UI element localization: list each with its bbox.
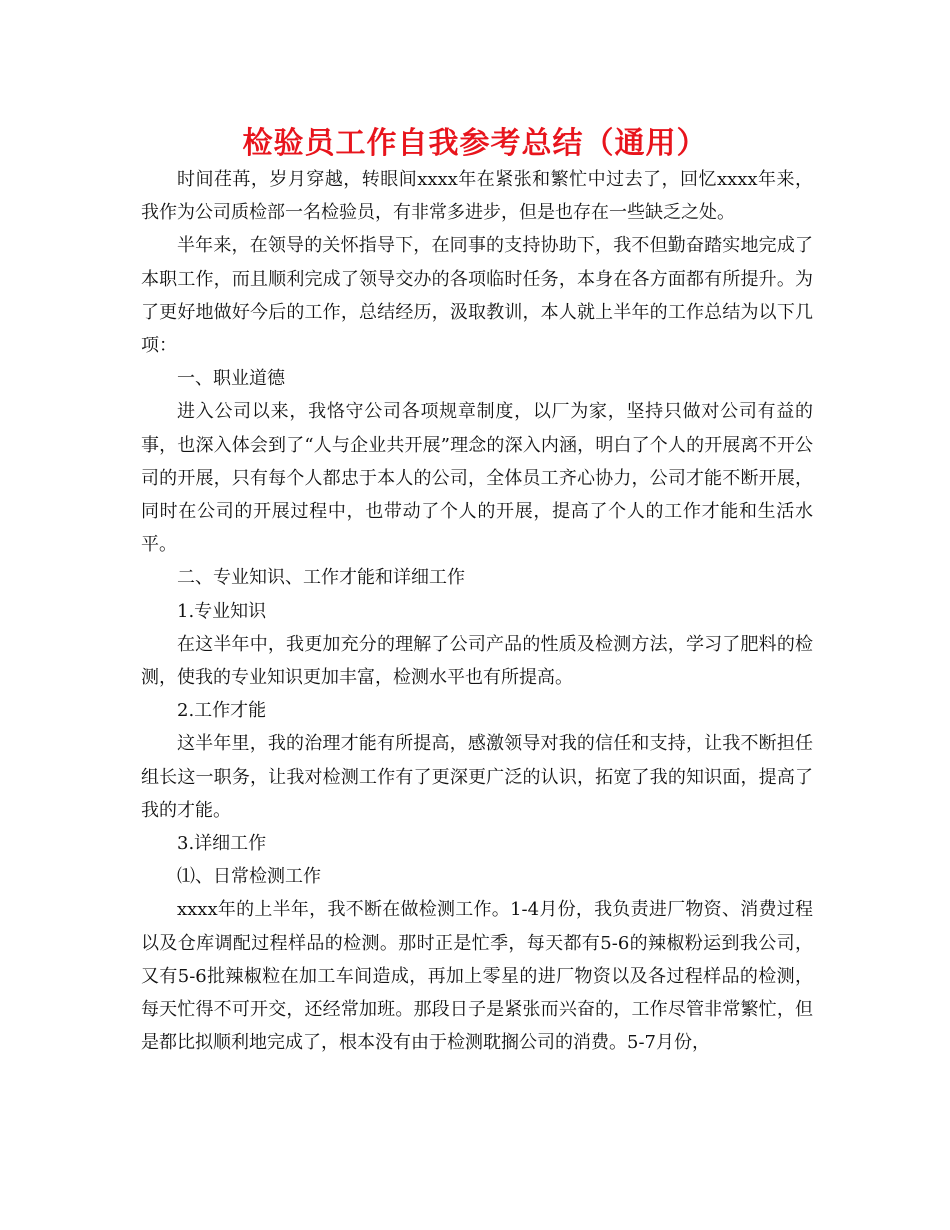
subheading-work: 3.详细工作 <box>177 833 267 855</box>
paragraph-ethics: 进入公司以来，我恪守公司各项规章制度，以厂为家，坚持只做对公司有益的事，也深入体会到了“人与企业共开展”理念的深入内涵，明白了个人的开展离不开公司的开展，只有每个人都忠于本人的公司，全体员工齐心协力，公司才能不断开展，同时在公司的开展过程中，也带动了个人的开展，提高了个人的工作才能和生活水平。 <box>141 401 813 556</box>
subheading-ability: 2.工作才能 <box>177 700 267 722</box>
subheading-daily-inspection: ⑴、日常检测工作 <box>177 866 321 888</box>
section-heading-skills: 二、专业知识、工作才能和详细工作 <box>177 567 465 589</box>
paragraph-ability: 这半年里，我的治理才能有所提高，感激领导对我的信任和支持，让我不断担任组长这一职务，让我对检测工作有了更深更广泛的认识，拓宽了我的知识面，提高了我的才能。 <box>141 733 813 821</box>
paragraph-knowledge: 在这半年中，我更加充分的理解了公司产品的性质及检测方法，学习了肥料的检测，使我的专业知识更加丰富，检测水平也有所提高。 <box>141 633 813 689</box>
subheading-knowledge: 1.专业知识 <box>177 600 267 622</box>
document-body <box>141 163 813 1059</box>
document-title: 检验员工作自我参考总结（通用） <box>242 126 708 161</box>
paragraph-half-year: 半年来，在领导的关怀指导下，在同事的支持协助下，我不但勤奋踏实地完成了本职工作，而且顺利完成了领导交办的各项临时任务，本身在各方面都有所提升。为了更好地做好今后的工作，总结经历，汲取教训，本人就上半年的工作总结为以下几项： <box>141 235 813 357</box>
paragraph-intro: 时间荏苒，岁月穿越，转眼间xxxx年在紧张和繁忙中过去了，回忆xxxx年来，我作为公司质检部一名检验员，有非常多进步，但是也存在一些缺乏之处。 <box>141 169 813 224</box>
section-heading-ethics: 一、职业道德 <box>177 368 285 390</box>
paragraph-daily-inspection: xxxx年的上半年，我不断在做检测工作。1-4月份，我负责进厂物资、消费过程以及仓库调配过程样品的检测。那时正是忙季，每天都有5-6的辣椒粉运到我公司，又有5-6批辣椒粒在加工车间造成，再加上零星的进厂物资以及各过程样品的检测，每天忙得不可开交，还经常加班。那段日子是紧张而兴奋的，工作尽管非常繁忙，但是都比拟顺利地完成了，根本没有由于检测耽搁公司的消费。5-7月份， <box>141 899 813 1054</box>
